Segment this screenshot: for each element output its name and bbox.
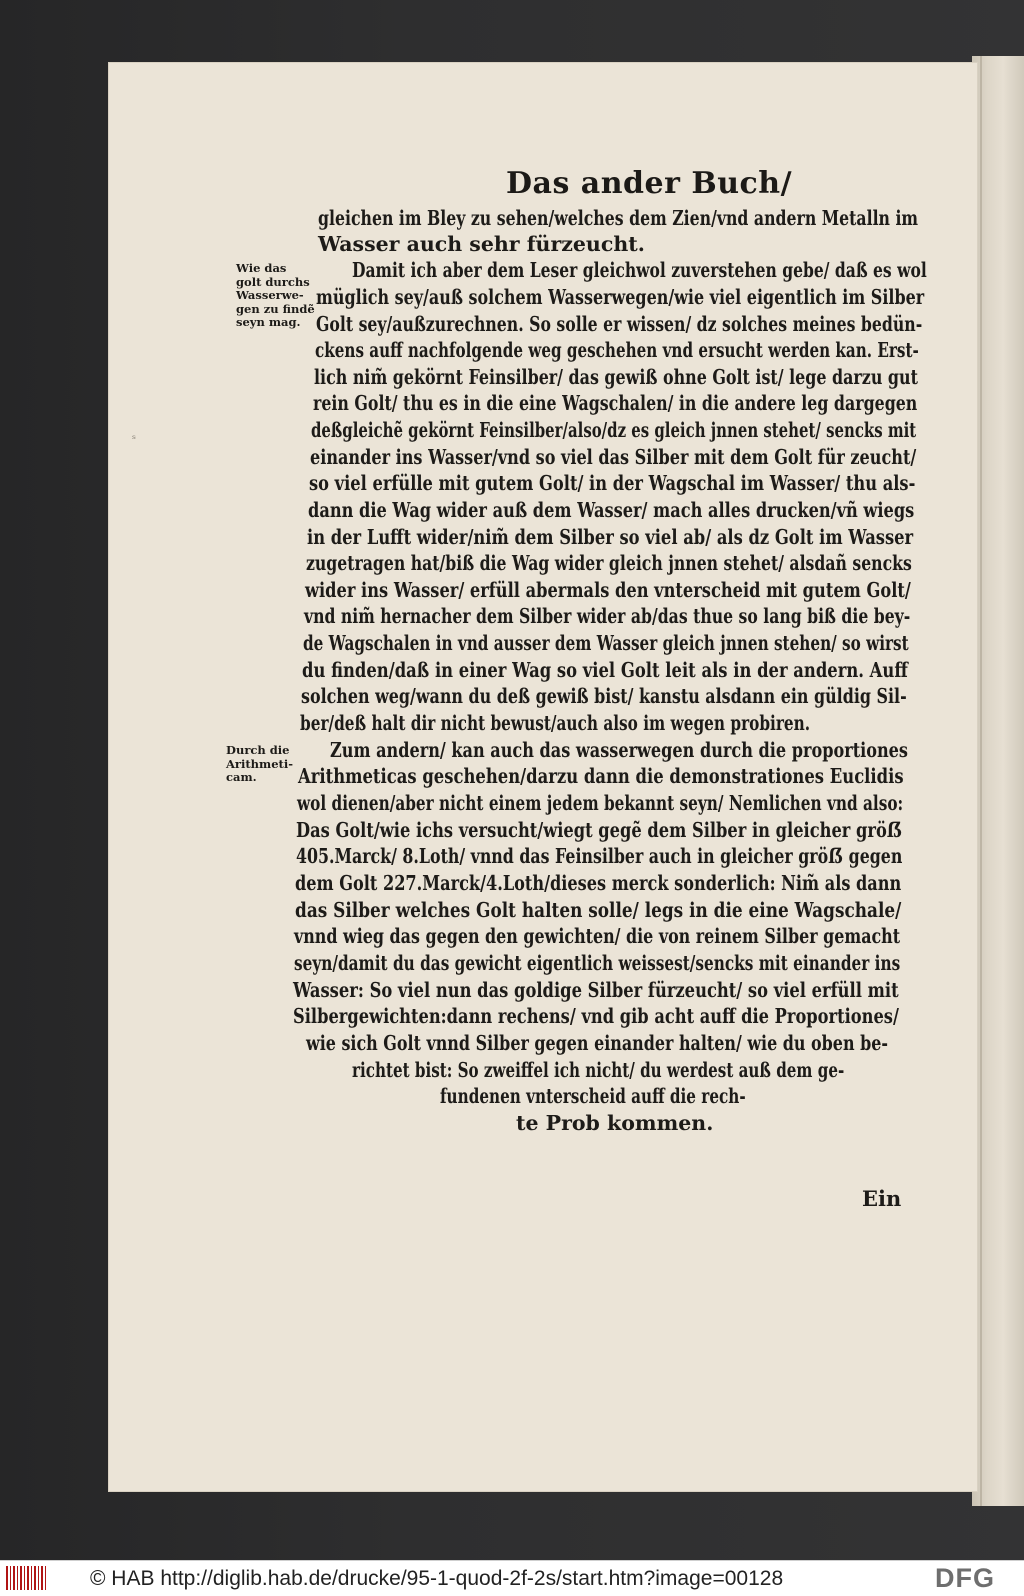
dfg-logo: DFG — [935, 1563, 995, 1593]
margin-note-line: Wie das — [236, 261, 287, 275]
text-line: lich nim̃ gekörnt Feinsilber/ das gewiß ohne Golt ist/ lege darzu gut — [314, 365, 918, 389]
text-line: te Prob kommen. — [516, 1111, 714, 1135]
running-head: Das ander Buch/ — [506, 166, 793, 201]
margin-note-line: Durch die — [226, 743, 290, 757]
text-line: dem Golt 227.Marck/4.Loth/dieses merck sonderlich: Nim̃ als dann — [295, 871, 902, 895]
text-line: du finden/daß in einer Wag so viel Golt leit als in der andern. Auff — [302, 658, 908, 682]
text-line: deßgleichẽ gekörnt Feinsilber/also/dz es gleich jnnen stehet/ sencks mit — [311, 418, 917, 442]
text-line: Das Golt/wie ichs versucht/wiegt gegẽ dem Silber in gleicher gröẞ — [296, 818, 903, 842]
text-line: fundenen vnterscheid auff die rech- — [440, 1084, 746, 1108]
text-line: vnnd wieg das gegen den gewichten/ die von reinem Silber gemacht — [294, 924, 901, 948]
catchword: Ein — [862, 1186, 902, 1211]
margin-note-1 — [236, 262, 315, 330]
text-line: Silbergewichten:dann rechens/ vnd gib acht auff die Proportiones/ — [293, 1004, 899, 1028]
text-line: Wasser auch sehr fürzeucht. — [318, 232, 645, 256]
text-line: Damit ich aber dem Leser gleichwol zuverstehen gebe/ daß es wol — [352, 258, 927, 282]
margin-note-line: golt durchs — [236, 274, 310, 289]
footer-bar — [0, 1560, 1024, 1596]
text-line: Arithmeticas geschehen/darzu dann die demonstrationes Euclidis — [298, 764, 904, 788]
text-line: 405.Marck/ 8.Loth/ vnnd das Feinsilber auch in gleicher gröẞ gegen — [296, 844, 903, 868]
text-line: einander ins Wasser/vnd so viel das Silber mit dem Golt für zeucht/ — [310, 445, 917, 469]
text-line: gleichen im Bley zu sehen/welches dem Zien/vnd andern Metalln im — [318, 206, 919, 230]
text-line: seyn/damit du das gewicht eigentlich weissest/sencks mit einander ins — [294, 951, 901, 975]
text-line: ckens auff nachfolgende weg geschehen vnd ersucht werden kan. Erst- — [315, 338, 919, 362]
text-line: Wasser: So viel nun das goldige Silber fürzeucht/ so viel erfüll mit — [293, 978, 899, 1002]
margin-note-line: Arithmeti- — [226, 756, 293, 771]
text-line: ber/deß halt dir nicht bewust/auch also im wegen probiren. — [300, 711, 811, 735]
text-line: de Wagschalen in vnd ausser dem Wasser gleich jnnen stehen/ so wirst — [303, 631, 909, 655]
margin-note-line: gen zu findẽ — [236, 301, 315, 316]
text-line: so viel erfülle mit gutem Golt/ in der Wagschal im Wasser/ thu als- — [309, 471, 916, 495]
margin-note-line: seyn mag. — [236, 315, 301, 329]
text-line: wider ins Wasser/ erfüll abermals den vnterscheid mit gutem Golt/ — [305, 578, 911, 602]
margin-note-line: cam. — [226, 770, 257, 784]
next-page-edge — [972, 56, 1024, 1506]
footer-attribution[interactable]: © HAB http://diglib.hab.de/drucke/95-1-quod-2f-2s/start.htm?image=00128 — [90, 1567, 784, 1590]
text-line: dann die Wag wider auß dem Wasser/ mach alles drucken/vñ wiegs — [308, 498, 915, 522]
text-line: müglich sey/auß solchem Wasserwegen/wie viel eigentlich im Silber — [316, 285, 925, 309]
text-line: solchen weg/wann du deß gewiß bist/ kanstu alsdann ein güldig Sil- — [301, 684, 907, 708]
text-line: in der Lufft wider/nim̃ dem Silber so viel ab/ als dz Golt im Wasser — [307, 525, 914, 549]
text-line: vnd nim̃ hernacher dem Silber wider ab/das thue so lang biß die bey- — [304, 604, 911, 628]
text-line: Zum andern/ kan auch das wasserwegen durch die proportiones — [330, 738, 908, 762]
text-line: wol dienen/aber nicht einem jedem bekannt seyn/ Nemlichen vnd also: — [297, 791, 904, 815]
text-line: zugetragen hat/biß die Wag wider gleich jnnen stehet/ alsdañ sencks — [306, 551, 912, 575]
page-speck: ˢ — [132, 432, 137, 446]
text-line: wie sich Golt vnnd Silber gegen einander halten/ wie du oben be- — [306, 1031, 888, 1055]
text-line: rein Golt/ thu es in die eine Wagschalen/ in die andere leg dargegen — [313, 391, 918, 415]
margin-note-2 — [226, 744, 293, 785]
text-line: richtet bist: So zweiffel ich nicht/ du werdest auß dem ge- — [352, 1058, 845, 1082]
text-line: das Silber welches Golt halten solle/ legs in die eine Wagschale/ — [295, 898, 902, 922]
library-logo-icon — [6, 1566, 46, 1590]
margin-note-line: Wasserwe- — [236, 288, 304, 302]
text-line: Golt sey/außzurechnen. So solle er wissen/ dz solches meines bedün- — [316, 312, 923, 336]
